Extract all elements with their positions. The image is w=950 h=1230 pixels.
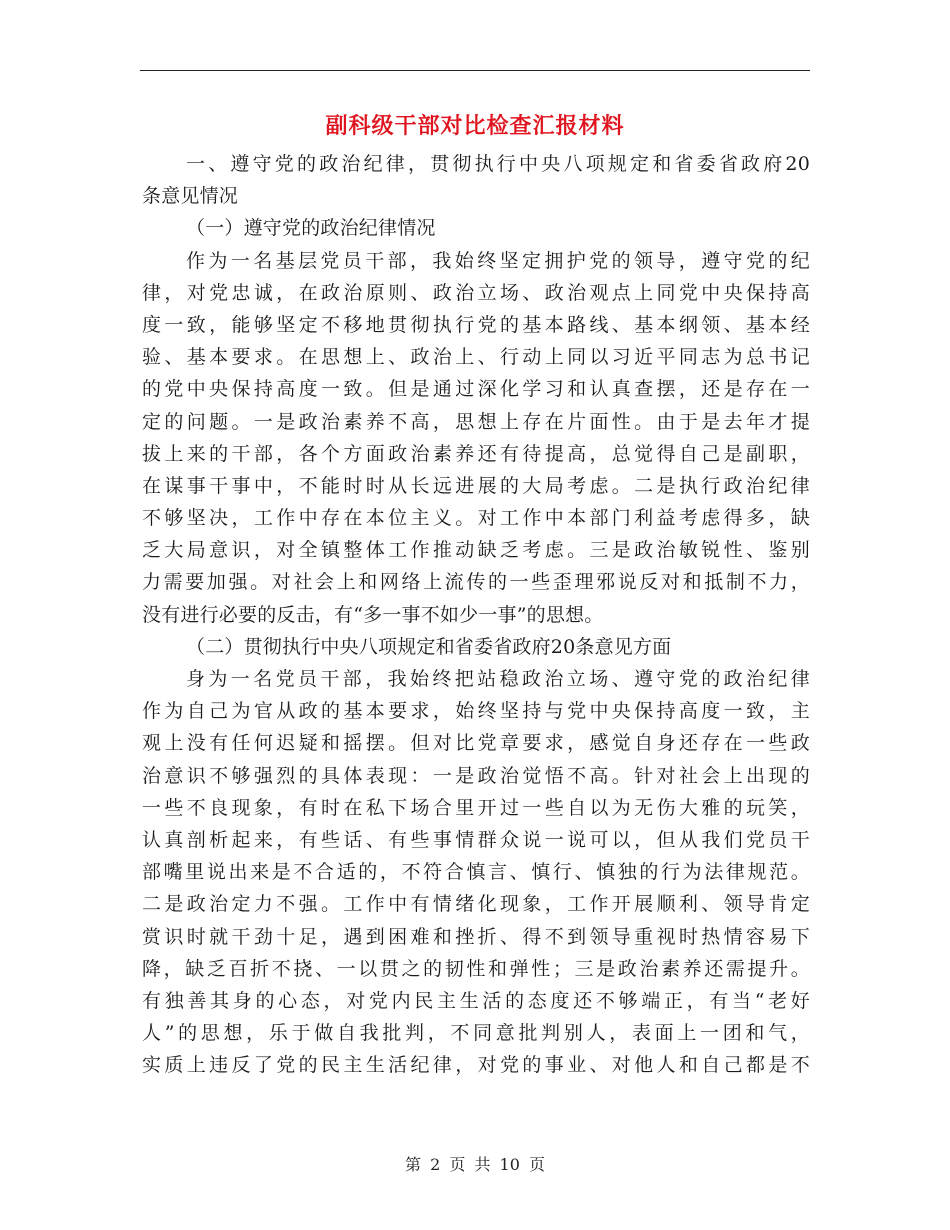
text-line: 没有进行必要的反击，有“多一事不如少一事”的思想。 (142, 603, 604, 626)
text-line: 观上没有任何迟疑和摇摆。但对比党章要求，感觉自身还存在一些政 (142, 732, 810, 755)
text-line: 验、基本要求。在思想上、政治上、行动上同以习近平同志为总书记 (142, 346, 810, 369)
text-line: 降，缺乏百折不挠、一以贯之的韧性和弹性；三是政治素养还需提升。 (142, 957, 810, 980)
text-line: 作为一名基层党员干部，我始终坚定拥护党的领导，遵守党的纪 (186, 249, 810, 272)
text-line: 身为一名党员干部，我始终把站稳政治立场、遵守党的政治纪律 (186, 668, 810, 690)
page-number: 第 2 页 共 10 页 (405, 1155, 545, 1174)
text-line: 不够坚决，工作中存在本位主义。对工作中本部门利益考虑得多，缺 (142, 507, 810, 530)
document-title: 副科级干部对比检查汇报材料 (325, 113, 625, 139)
text-line: 人”的思想，乐于做自我批判，不同意批判别人，表面上一团和气， (142, 1022, 810, 1045)
text-line: 拔上来的干部，各个方面政治素养还有待提高，总觉得自己是副职， (142, 442, 810, 465)
text-line: 认真剖析起来，有些话、有些事情群众说一说可以，但从我们党员干 (142, 828, 810, 851)
text-line: 乏大局意识，对全镇整体工作推动缺乏考虑。三是政治敏锐性、鉴别 (142, 539, 810, 562)
text-line: 治意识不够强烈的具体表现：一是政治觉悟不高。针对社会上出现的 (142, 764, 810, 787)
text-line: 力需要加强。对社会上和网络上流传的一些歪理邪说反对和抵制不力， (142, 571, 810, 594)
text-line: 赏识时就干劲十足，遇到困难和挫折、得不到领导重视时热情容易下 (142, 925, 810, 948)
document-body (142, 148, 810, 1081)
text-line: 二是政治定力不强。工作中有情绪化现象，工作开展顺利、领导肯定 (142, 893, 810, 916)
text-line: 的党中央保持高度一致。但是通过深化学习和认真查摆，还是存在一 (142, 378, 810, 401)
text-line: 度一致，能够坚定不移地贯彻执行党的基本路线、基本纲领、基本经 (142, 313, 810, 336)
text-line: 律，对党忠诚，在政治原则、政治立场、政治观点上同党中央保持高 (142, 281, 810, 304)
text-line: 实质上违反了党的民主生活纪律，对党的事业、对他人和自己都是不 (142, 1054, 810, 1077)
text-line: （一）遵守党的政治纪律情况 (186, 217, 436, 240)
text-line: 条意见情况 (142, 185, 239, 208)
text-line: （二）贯彻执行中央八项规定和省委省政府20条意见方面 (186, 635, 672, 658)
text-line: 一、遵守党的政治纪律，贯彻执行中央八项规定和省委省政府20 (186, 153, 810, 175)
text-line: 作为自己为官从政的基本要求，始终坚持与党中央保持高度一致，主 (142, 700, 810, 723)
text-line: 一些不良现象，有时在私下场合里开过一些自以为无伤大雅的玩笑， (142, 796, 810, 819)
header-rule (140, 70, 810, 71)
text-line: 在谋事干事中，不能时时从长远进展的大局考虑。二是执行政治纪律 (142, 474, 810, 497)
text-line: 有独善其身的心态，对党内民主生活的态度还不够端正，有当“老好 (142, 989, 810, 1012)
text-line: 部嘴里说出来是不合适的，不符合慎言、慎行、慎独的行为法律规范。 (142, 861, 810, 884)
text-line: 定的问题。一是政治素养不高，思想上存在片面性。由于是去年才提 (142, 410, 810, 433)
